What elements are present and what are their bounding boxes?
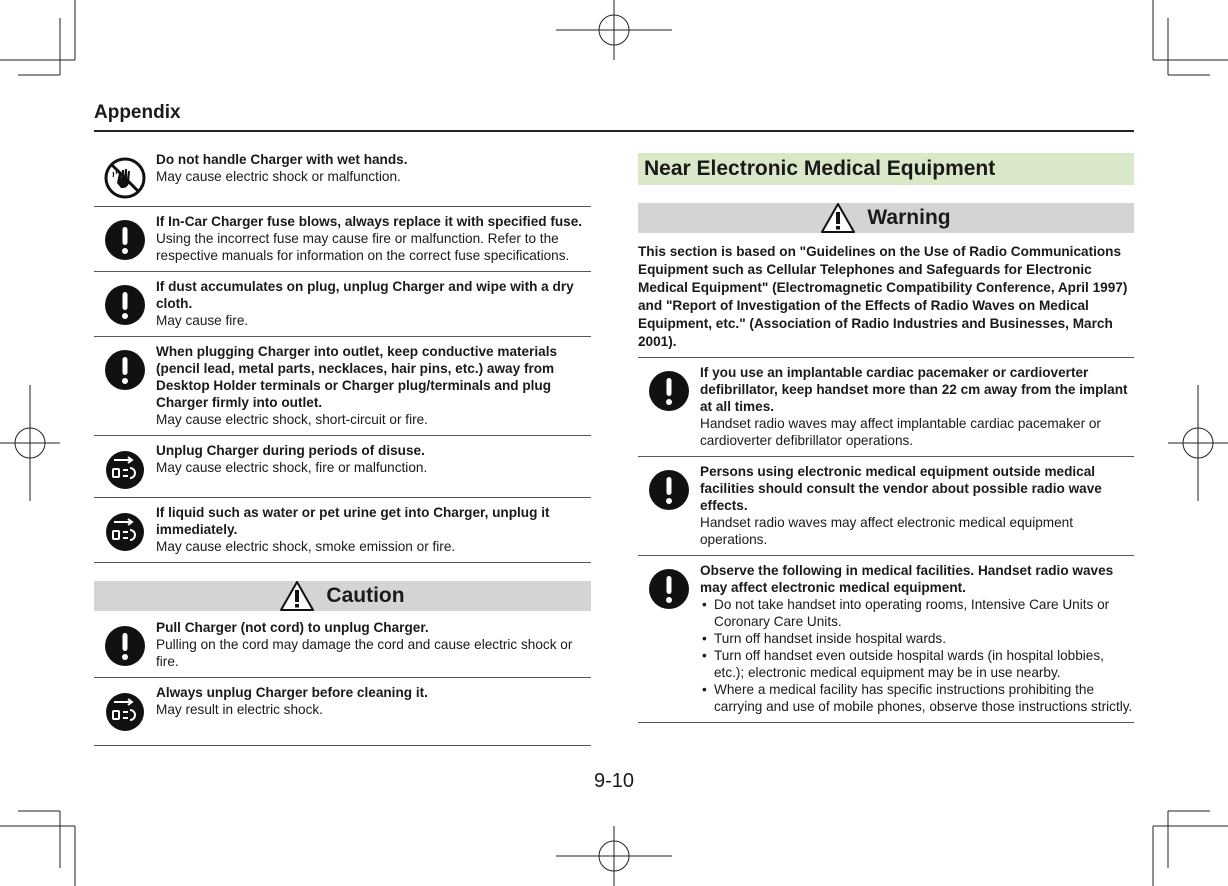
- exclamation-icon: [638, 562, 700, 610]
- list-item: • Where a medical facility has specific instructions prohibiting the carrying and use of mobile phones, observe those instructions strictly.: [700, 681, 1134, 715]
- item-desc: May cause electric shock, short-circuit or fire.: [156, 412, 428, 427]
- safety-item: [94, 207, 591, 272]
- item-desc: Handset radio waves may affect implantable cardiac pacemaker or cardioverter defibrillator operations.: [700, 416, 1101, 448]
- item-title: Do not handle Charger with wet hands.: [156, 152, 408, 167]
- list-item: • Turn off handset even outside hospital wards (in hospital lobbies, etc.); electronic medical equipment may be in use nearby.: [700, 647, 1134, 681]
- exclamation-icon: [94, 619, 156, 667]
- caution-band: [94, 581, 591, 611]
- warning-label: Warning: [867, 206, 951, 229]
- item-title: When plugging Charger into outlet, keep conductive materials (pencil lead, metal parts, necklaces, hair pins, etc.) away from Desktop Holder terminals or Charger plug/terminals and plug Charger firmly into outlet.: [156, 344, 558, 410]
- item-desc: Pulling on the cord may damage the cord and cause electric shock or fire.: [156, 637, 573, 669]
- safety-item: [94, 272, 591, 337]
- exclamation-icon: [638, 364, 700, 412]
- safety-item: [94, 678, 591, 746]
- exclamation-icon: [94, 213, 156, 261]
- item-title: If dust accumulates on plug, unplug Charger and wipe with a dry cloth.: [156, 279, 574, 311]
- exclamation-icon: [94, 343, 156, 391]
- item-title: If you use an implantable cardiac pacemaker or cardioverter defibrillator, keep handset more than 22 cm away from the implant at all times.: [700, 365, 1128, 414]
- item-title: Always unplug Charger before cleaning it.: [156, 685, 428, 700]
- safety-item: [638, 556, 1134, 723]
- left-column: [94, 143, 591, 746]
- safety-item: [94, 143, 591, 207]
- no-wet-hands-icon: [94, 151, 156, 199]
- safety-item: [94, 436, 591, 498]
- list-item: • Do not take handset into operating rooms, Intensive Care Units or Coronary Care Units.: [700, 596, 1134, 630]
- item-desc: May cause electric shock, smoke emission or fire.: [156, 539, 456, 554]
- page-number: 9-10: [593, 770, 635, 792]
- section-name: Appendix: [94, 102, 181, 123]
- item-desc: Handset radio waves may affect electronic medical equipment operations.: [700, 515, 1074, 547]
- item-desc: May cause electric shock or malfunction.: [156, 169, 401, 184]
- exclamation-icon: [94, 278, 156, 326]
- warning-triangle-icon: [280, 581, 314, 611]
- section-title: Near Electronic Medical Equipment: [638, 153, 1134, 185]
- safety-item: [638, 358, 1134, 457]
- unplug-icon: [94, 442, 156, 490]
- warning-triangle-icon: [821, 203, 855, 233]
- right-column: [638, 153, 1134, 723]
- item-desc: May result in electric shock.: [156, 702, 323, 717]
- warning-band: [638, 203, 1134, 233]
- item-title: If liquid such as water or pet urine get into Charger, unplug it immediately.: [156, 505, 550, 537]
- safety-item: [94, 613, 591, 678]
- unplug-icon: [94, 504, 156, 552]
- item-title: Persons using electronic medical equipment outside medical facilities should consult the vendor about possible radio wave effects.: [700, 464, 1102, 513]
- item-title: Unplug Charger during periods of disuse.: [156, 443, 425, 458]
- caution-label: Caution: [326, 584, 405, 607]
- item-title: Pull Charger (not cord) to unplug Charger.: [156, 620, 429, 635]
- item-desc: May cause electric shock, fire or malfunction.: [156, 460, 428, 475]
- safety-item: [94, 498, 591, 563]
- item-desc: Using the incorrect fuse may cause fire or malfunction. Refer to the respective manuals for information on the correct fuse specifications.: [156, 231, 570, 263]
- item-title: Observe the following in medical facilities. Handset radio waves may affect electronic medical equipment.: [700, 563, 1114, 595]
- unplug-icon: [94, 684, 156, 732]
- page-header: [94, 100, 1134, 132]
- safety-item: [638, 457, 1134, 556]
- exclamation-icon: [638, 463, 700, 511]
- list-item: • Turn off handset inside hospital wards.: [700, 630, 1134, 647]
- bullet-list: [700, 596, 1134, 715]
- item-desc: May cause fire.: [156, 313, 249, 328]
- safety-item: [94, 337, 591, 436]
- item-title: If In-Car Charger fuse blows, always replace it with specified fuse.: [156, 214, 583, 229]
- intro-paragraph: This section is based on "Guidelines on the Use of Radio Communications Equipment such as Cellular Telephones and Safeguards for Electronic Medical Equipment" (Electromagnetic Compatibility Conference, April 1997) and "Report of Investigation of the Effects of Radio Waves on Medical Equipment, etc." (Association of Radio Industries and Businesses, March 2001).: [638, 243, 1134, 358]
